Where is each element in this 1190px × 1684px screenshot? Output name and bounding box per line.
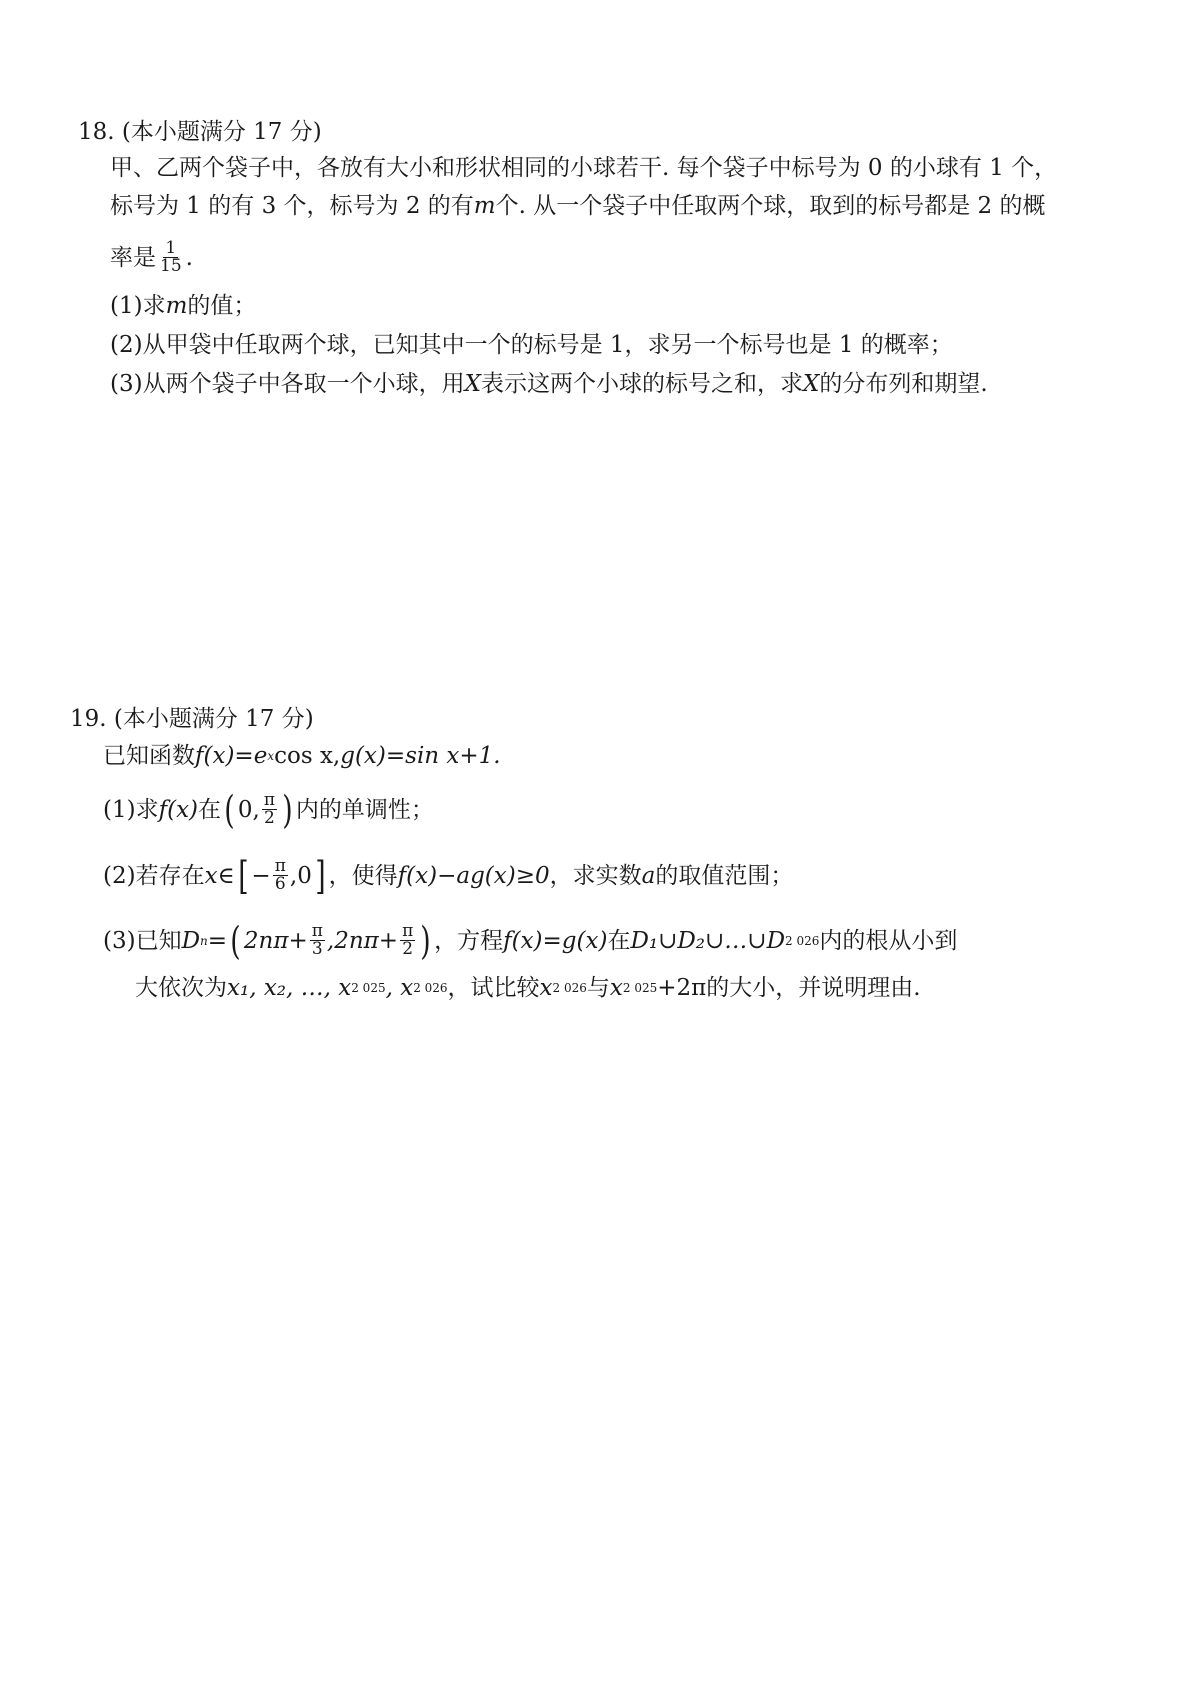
text-segment: 个. 从一个袋子中任取两个球，取到的标号都是 2 的概 [495,193,1046,219]
fraction-pi-over-3 [310,923,325,958]
subscript-2026: 2 026 [413,981,448,995]
text-segment: 在 [607,927,631,954]
text-segment: 标号为 1 的有 3 个，标号为 2 的有 [110,193,474,219]
fraction-one-fifteenth [158,240,184,275]
fraction-numerator: 1 [165,238,177,258]
problem-18-text-line-3 [110,240,193,275]
subscript-n: n [200,933,208,948]
variable-X: X [464,371,481,397]
fraction-numerator: π [274,856,286,876]
problem-19-question-1 [103,787,434,832]
problem-18-header: 18. (本小题满分 17 分) [78,119,322,145]
variable-m: m [473,193,496,219]
text-segment: 的值； [187,293,257,319]
exponent-x: x [267,749,275,763]
bracket-right: ] [315,853,326,898]
problem-18-question-3 [110,370,988,398]
text-segment: ，方程 [434,927,504,954]
problem-18-text-line-1: 甲、乙两个袋子中，各放有大小和形状相同的小球若干. 每个袋子中标号为 0 的小球有 1 个， [110,155,1058,181]
text-segment: (3)从两个袋子中各取一个小球，用 [110,371,465,397]
subscript-2026: 2 026 [785,933,820,948]
text-segment: 在 [198,796,222,823]
minus-sign: − [251,862,271,889]
text-segment: (3)已知 [103,927,182,954]
set-D: D [181,927,201,954]
function-g-definition: g(x)=sin x+1. [340,743,501,769]
problem-19-header: 19. (本小题满分 17 分) [70,706,314,732]
variable-m: m [165,293,188,319]
variable-x-in: x∈ [204,862,235,889]
function-f: f(x) [158,796,199,823]
text-segment: 的大小，并说明理由. [706,975,921,1001]
roots-sequence-cont: , x [385,975,414,1001]
problem-18-text-line-2 [110,192,1045,220]
interval-start: 0, [237,796,260,823]
subscript-2025: 2 025 [622,981,658,995]
text-segment: (1)求 [103,796,159,823]
interval-start-expr: 2nπ+ [243,927,308,954]
problem-19-question-3-line-2 [135,974,921,1002]
roots-sequence: x₁, x₂, …, x [227,975,352,1001]
plus-two-pi: +2π [657,975,707,1001]
text-segment: ，使得 [328,862,398,889]
set-union: D₁∪D₂∪…∪D [630,927,786,954]
fraction-numerator: π [402,921,414,941]
interval-end-expr: ,2nπ+ [326,927,399,954]
text-segment: 大依次为 [135,975,227,1001]
fraction-denominator: 3 [311,939,323,959]
text-segment: 内的根从小到 [819,927,958,954]
variable-x: x [539,975,553,1001]
text-segment: (2)若存在 [103,862,205,889]
text-segment: 的分布列和期望. [819,371,988,397]
problem-19-question-3-line-1 [103,918,958,963]
text-segment: . [185,244,193,271]
variable-a: a [641,862,656,889]
text-segment: 的取值范围； [655,862,794,889]
paren-right: ) [282,787,293,832]
fraction-numerator: π [263,790,275,810]
text-segment: cos x, [274,743,341,769]
fraction-denominator: 6 [274,874,286,894]
text-segment: 内的单调性； [295,796,434,823]
text-segment: ，求实数 [549,862,642,889]
subscript-2026: 2 026 [552,981,587,995]
paren-left: ( [224,787,235,832]
text-segment: 已知函数 [103,743,195,769]
text-segment: 与 [586,975,610,1001]
fraction-denominator: 15 [160,256,182,276]
problem-18-question-1 [110,292,256,320]
function-f-definition: f(x)=e [195,743,268,769]
paren-left: ( [230,918,241,963]
text-segment: (1)求 [110,293,166,319]
text-segment: 率是 [110,244,156,271]
variable-X: X [802,371,820,397]
fraction-pi-over-2 [400,923,415,958]
interval-end: ,0 [289,862,312,889]
text-segment: 表示这两个小球的标号之和，求 [480,371,803,397]
bracket-left: [ [237,853,249,898]
problem-19-question-2 [103,853,794,898]
fraction-numerator: π [311,921,323,941]
inequality-expression: f(x)−ag(x)≥0 [397,862,550,889]
problem-18-question-2: (2)从甲袋中任取两个球，已知其中一个的标号是 1，求另一个标号也是 1 的概率； [110,332,953,358]
variable-x: x [609,975,623,1001]
subscript-2025: 2 025 [351,981,386,995]
fraction-denominator: 2 [263,808,275,828]
fraction-pi-over-6 [273,858,288,893]
text-segment: ，试比较 [447,975,540,1001]
paren-right: ) [420,918,431,963]
equals-sign: = [207,927,228,954]
fraction-denominator: 2 [402,939,414,959]
problem-19-given [103,742,501,770]
equation-expression: f(x)=g(x) [503,927,608,954]
fraction-pi-over-2 [262,792,277,827]
